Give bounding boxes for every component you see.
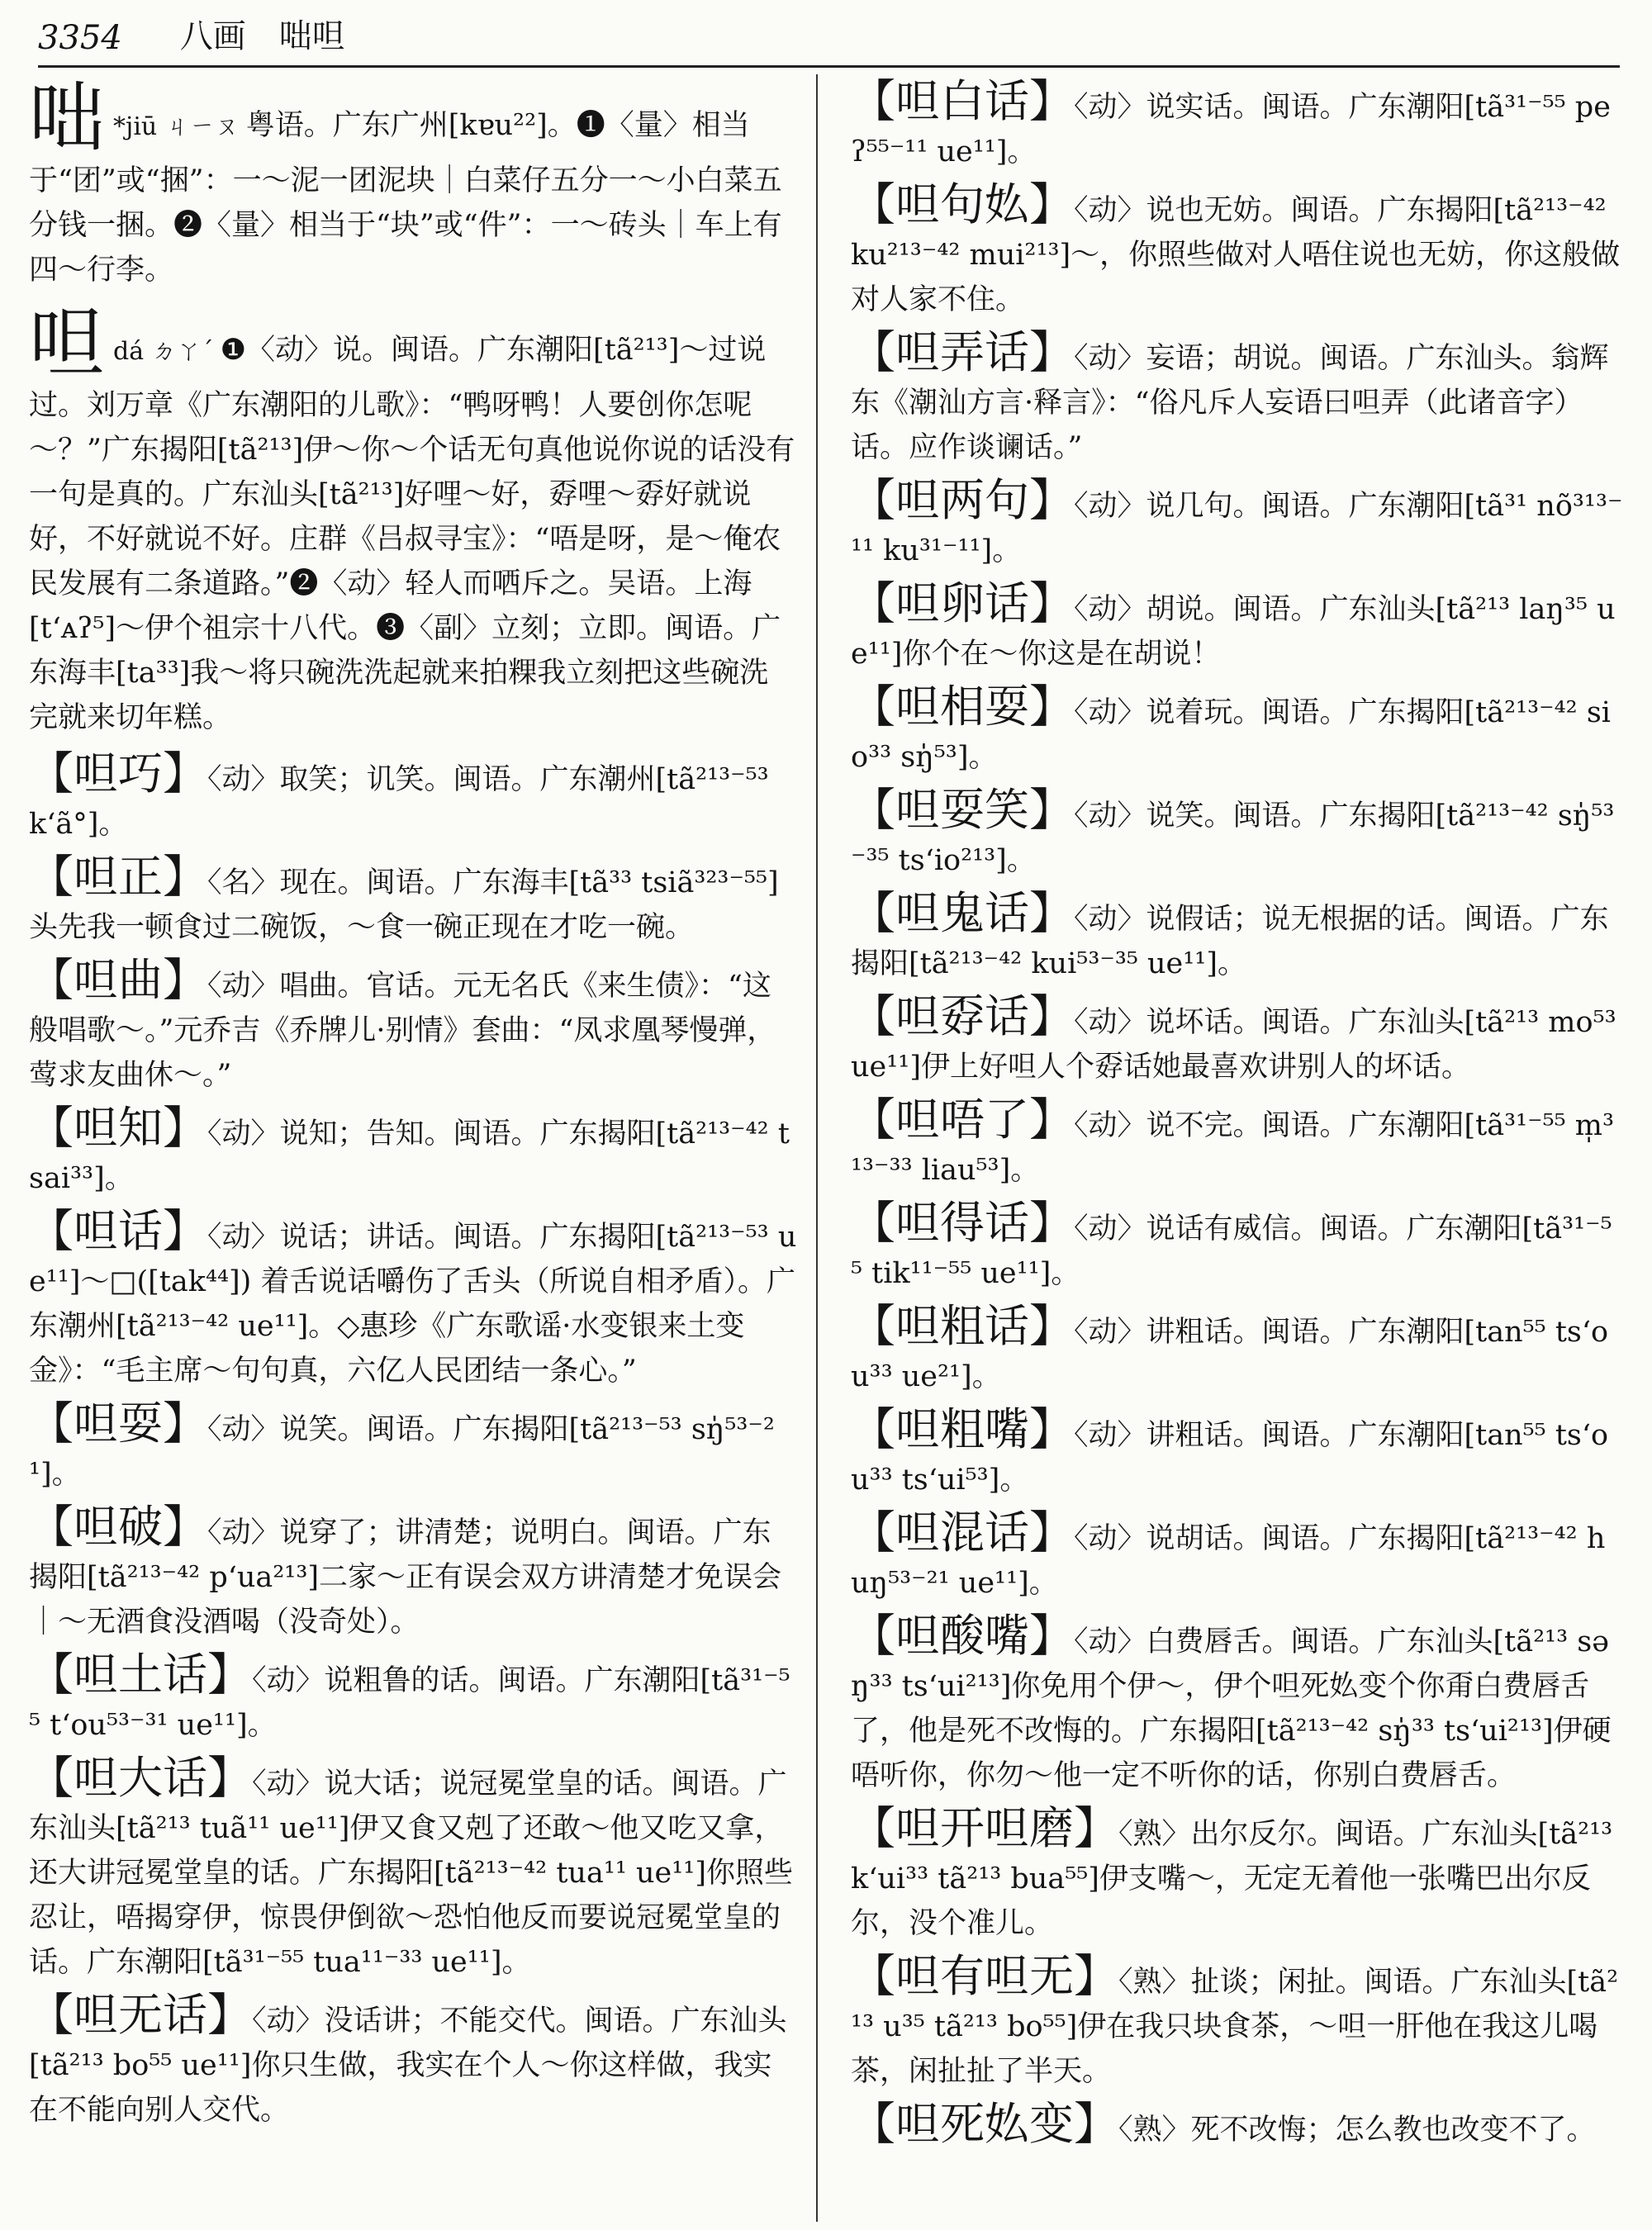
headword: 【呾正】 xyxy=(29,851,207,903)
headword: 【呾唔了】 xyxy=(851,1094,1074,1146)
headword: 【呾有呾无】 xyxy=(851,1950,1118,2002)
definition-text: 〈动〉说粗鲁的话。闽语。广东潮阳[tã³¹⁻⁵⁵ t‘ou⁵³⁻³¹ ue¹¹]。 xyxy=(29,1664,790,1742)
dictionary-entry xyxy=(851,1403,1623,1502)
dictionary-entry xyxy=(29,1102,797,1201)
headword: 【呾土话】 xyxy=(29,1649,252,1701)
headword: 【呾曲】 xyxy=(29,954,207,1006)
headword: 【呾死𡚸变】 xyxy=(851,2098,1118,2150)
right-column xyxy=(851,75,1623,2161)
definition-text: 〈动〉说坏话。闽语。广东汕头[tã²¹³ mo⁵³ ue¹¹]伊上好呾人个孬话她最喜欢讲别人的坏话。 xyxy=(851,1006,1616,1084)
dictionary-entry xyxy=(29,1397,797,1497)
dictionary-entry xyxy=(851,2098,1623,2152)
definition-text: 〈动〉胡说。闽语。广东汕头[tã²¹³ laŋ³⁵ ue¹¹]你个在～你这是在胡说！ xyxy=(851,593,1616,671)
headword: 【呾巧】 xyxy=(29,747,207,799)
headword: 【呾粗嘴】 xyxy=(851,1403,1074,1455)
headword: 【呾酸嘴】 xyxy=(851,1610,1074,1662)
dictionary-entry xyxy=(29,1501,797,1644)
dictionary-entry xyxy=(29,1989,797,2133)
definition-text: 〈动〉说也无妨。闽语。广东揭阳[tã²¹³⁻⁴² ku²¹³⁻⁴² mui²¹³]～，你照些做对人唔住说也无妨，你这般做对人家不住。 xyxy=(851,194,1621,316)
definition-text: 〈动〉说着玩。闽语。广东揭阳[tã²¹³⁻⁴² sio³³ sŋ̍⁵³]。 xyxy=(851,696,1611,774)
headword: 【呾句𡚸】 xyxy=(851,178,1074,230)
definition-text: 〈动〉唱曲。官话。元无名氏《来生债》：“这般唱歌～。”元乔吉《乔牌儿·别情》套曲：“凤求凰琴慢弹，莺求友曲休～。” xyxy=(29,970,776,1092)
headword: 【呾两句】 xyxy=(851,474,1074,526)
definition-text: 〈动〉妄语；胡说。闽语。广东汕头。翁辉东《潮汕方言·释言》：“俗凡斥人妄语曰呾弄（此诸音字）话。应作谈谰话。” xyxy=(851,342,1609,464)
dictionary-entry xyxy=(29,74,797,292)
definition-text: 〈动〉说笑。闽语。广东揭阳[tã²¹³⁻⁵³ sŋ̍⁵³⁻²¹]。 xyxy=(29,1413,775,1491)
definition-text: 〈熟〉死不改悔；怎么教也改变不了。 xyxy=(1118,2114,1596,2147)
dictionary-entry xyxy=(851,1197,1623,1296)
dictionary-entry xyxy=(851,75,1623,174)
headword: 【呾弄话】 xyxy=(851,326,1074,378)
definition-text: 〈熟〉扯谈；闲扯。闽语。广东汕头[tã²¹³ u³⁵ tã²¹³ bo⁵⁵]伊在我只块食茶，～呾一肝他在我这儿喝茶，闲扯扯了半天。 xyxy=(851,1966,1619,2088)
left-column xyxy=(29,74,797,2141)
definition-text: 〈动〉说胡话。闽语。广东揭阳[tã²¹³⁻⁴² huŋ⁵³⁻²¹ ue¹¹]。 xyxy=(851,1522,1606,1600)
dictionary-entry xyxy=(851,1094,1623,1193)
main-character: 咄 xyxy=(29,74,106,163)
definition-text: 〈动〉说假话；说无根据的话。闽语。广东揭阳[tã²¹³⁻⁴² kui⁵³⁻³⁵ ue¹¹]。 xyxy=(851,903,1609,980)
dictionary-entry xyxy=(29,747,797,847)
definition-text: 〈动〉讲粗话。闽语。广东潮阳[tan⁵⁵ ts‘ou³³ ts‘ui⁵³]。 xyxy=(851,1419,1609,1497)
definition-text: 〈动〉取笑；讥笑。闽语。广东潮州[tã²¹³⁻⁵³ k‘ã°]。 xyxy=(29,763,769,841)
headword: 【呾大话】 xyxy=(29,1752,252,1804)
dictionary-entry xyxy=(851,1506,1623,1606)
dictionary-entry xyxy=(29,851,797,950)
headword: 【呾卵话】 xyxy=(851,577,1074,629)
definition-text: 〈动〉说大话；说冠冕堂皇的话。闽语。广东汕头[tã²¹³ tuã¹¹ ue¹¹]伊又食又剋了还敢～他又吃又拿，还大讲冠冕堂皇的话。广东揭阳[tã²¹³⁻⁴² tua¹¹ ue¹¹]你照些忍让，唔揭穿伊，惊畏伊倒欲～恐怕他反而要说冠冕堂皇的话。广东潮阳[tã³¹⁻⁵⁵ tua¹¹⁻³³ ue¹¹]。 xyxy=(29,1767,793,1979)
definition-text: 〈熟〉出尔反尔。闽语。广东汕头[tã²¹³ k‘ui³³ tã²¹³ bua⁵⁵]伊支嘴～，无定无着他一张嘴巴出尔反尔，没个准儿。 xyxy=(851,1818,1613,1940)
headword: 【呾粗话】 xyxy=(851,1300,1074,1352)
definition-text: 〈动〉说几句。闽语。广东潮阳[tã³¹ nõ³¹³⁻¹¹ ku³¹⁻¹¹]。 xyxy=(851,490,1623,567)
headword: 【呾鬼话】 xyxy=(851,887,1074,939)
headword: 【呾话】 xyxy=(29,1205,207,1257)
dictionary-entry xyxy=(851,577,1623,676)
pronunciation: *jiū ㄐㄧㄡ xyxy=(113,112,240,141)
page-number: 3354 xyxy=(38,19,122,57)
dictionary-entry xyxy=(851,990,1623,1089)
main-character: 呾 xyxy=(29,299,106,387)
dictionary-entry xyxy=(851,326,1623,470)
headword: 【呾无话】 xyxy=(29,1989,252,2041)
pronunciation: dá ㄉㄚˊ xyxy=(113,337,214,366)
dictionary-entry xyxy=(29,1205,797,1393)
page-header xyxy=(38,15,1620,68)
headword: 【呾耍笑】 xyxy=(851,784,1074,836)
dictionary-entry xyxy=(851,474,1623,573)
definition-text: 〈动〉讲粗话。闽语。广东潮阳[tan⁵⁵ ts‘ou³³ ue²¹]。 xyxy=(851,1316,1609,1393)
dictionary-entry xyxy=(851,1802,1623,1946)
dictionary-entry xyxy=(29,1752,797,1985)
dictionary-entry xyxy=(851,681,1623,780)
headword: 【呾孬话】 xyxy=(851,990,1074,1042)
definition-text: 粤语。广东广州[kɐu²²]。❶〈量〉相当于“团”或“捆”：一～泥一团泥块｜白菜仔五分一～小白菜五分钱一捆。❷〈量〉相当于“块”或“件”：一～砖头｜车上有四～行李。 xyxy=(29,109,782,287)
definition-text: 〈名〉现在。闽语。广东海丰[tã³³ tsiã³²³⁻⁵⁵]头先我一顿食过二碗饭，～食一碗正现在才吃一碗。 xyxy=(29,866,779,944)
definition-text: 〈动〉说实话。闽语。广东潮阳[tã³¹⁻⁵⁵ peʔ⁵⁵⁻¹¹ ue¹¹]。 xyxy=(851,91,1611,168)
dictionary-entry xyxy=(29,299,797,740)
headword: 【呾破】 xyxy=(29,1501,207,1553)
dictionary-entry xyxy=(851,784,1623,883)
headword: 【呾开呾磨】 xyxy=(851,1802,1118,1854)
dictionary-entry xyxy=(851,1950,1623,2094)
dictionary-entry xyxy=(851,887,1623,986)
column-divider xyxy=(816,74,818,2222)
header-words: 咄呾 xyxy=(278,17,345,55)
definition-text: 〈动〉说穿了；讲清楚；说明白。闽语。广东揭阳[tã²¹³⁻⁴² p‘ua²¹³]二家～正有误会双方讲清楚才免误会｜～无酒食没酒喝（没奇处）。 xyxy=(29,1516,782,1639)
dictionary-entry xyxy=(29,954,797,1098)
definition-text: 〈动〉说话；讲话。闽语。广东揭阳[tã²¹³⁻⁵³ ue¹¹]～□([tak⁴⁴]) 着舌说话嚼伤了舌头（所说自相矛盾）。广东潮州[tã²¹³⁻⁴² ue¹¹]。◇惠珍《广东歌谣·水变银来土变金》：“毛主席～句句真，六亿人民团结一条心。” xyxy=(29,1221,797,1388)
headword: 【呾相耍】 xyxy=(851,681,1074,733)
dictionary-entry xyxy=(851,178,1623,322)
definition-text: 〈动〉白费唇舌。闽语。广东汕头[tã²¹³ səŋ³³ ts‘ui²¹³]你免用个伊～，伊个呾死𡚸变个你甭白费唇舌了，他是死不改悔的。广东揭阳[tã²¹³⁻⁴² sŋ̍³³ ts‘ui²¹³]伊硬唔听你，你勿～他一定不听你的话，你别白费唇舌。 xyxy=(851,1625,1612,1792)
section-label: 八画 xyxy=(179,17,246,55)
headword: 【呾知】 xyxy=(29,1102,207,1154)
definition-text: 〈动〉说话有威信。闽语。广东潮阳[tã³¹⁻⁵⁵ tik¹¹⁻⁵⁵ ue¹¹]。 xyxy=(851,1212,1612,1290)
headword: 【呾耍】 xyxy=(29,1397,207,1450)
definition-text: 〈动〉说知；告知。闽语。广东揭阳[tã²¹³⁻⁴² tsai³³]。 xyxy=(29,1117,790,1195)
headword: 【呾得话】 xyxy=(851,1197,1074,1249)
dictionary-entry xyxy=(851,1300,1623,1399)
definition-text: ❶〈动〉说。闽语。广东潮阳[tã²¹³]～过说过。刘万章《广东潮阳的儿歌》：“鸭呀鸭！人要创你怎呢～？”广东揭阳[tã²¹³]伊～你～个话无句真他说你说的话没有一句是真的。广东汕头[tã²¹³]好哩～好，孬哩～孬好就说好，不好就说不好。庄群《吕叔寻宝》：“唔是呀，是～俺农民发展有二条道路。”❷〈动〉轻人而哂斥之。吴语。上海[t‘ᴀʔ⁵]～伊个祖宗十八代。❸〈副〉立刻；立即。闽语。广东海丰[ta³³]我～将只碗洗洗起就来拍粿我立刻把这些碗洗完就来切年糕。 xyxy=(29,334,795,734)
definition-text: 〈动〉没话讲；不能交代。闽语。广东汕头[tã²¹³ bo⁵⁵ ue¹¹]你只生做，我实在个人～你这样做，我实在不能向别人交代。 xyxy=(29,2005,787,2127)
headword: 【呾白话】 xyxy=(851,75,1074,127)
headword: 【呾混话】 xyxy=(851,1506,1074,1559)
dictionary-entry xyxy=(851,1610,1623,1798)
dictionary-entry xyxy=(29,1649,797,1748)
definition-text: 〈动〉说笑。闽语。广东揭阳[tã²¹³⁻⁴² sŋ̍⁵³⁻³⁵ ts‘io²¹³]。 xyxy=(851,799,1615,877)
definition-text: 〈动〉说不完。闽语。广东潮阳[tã³¹⁻⁵⁵ m̩³¹³⁻³³ liau⁵³]。 xyxy=(851,1109,1615,1187)
